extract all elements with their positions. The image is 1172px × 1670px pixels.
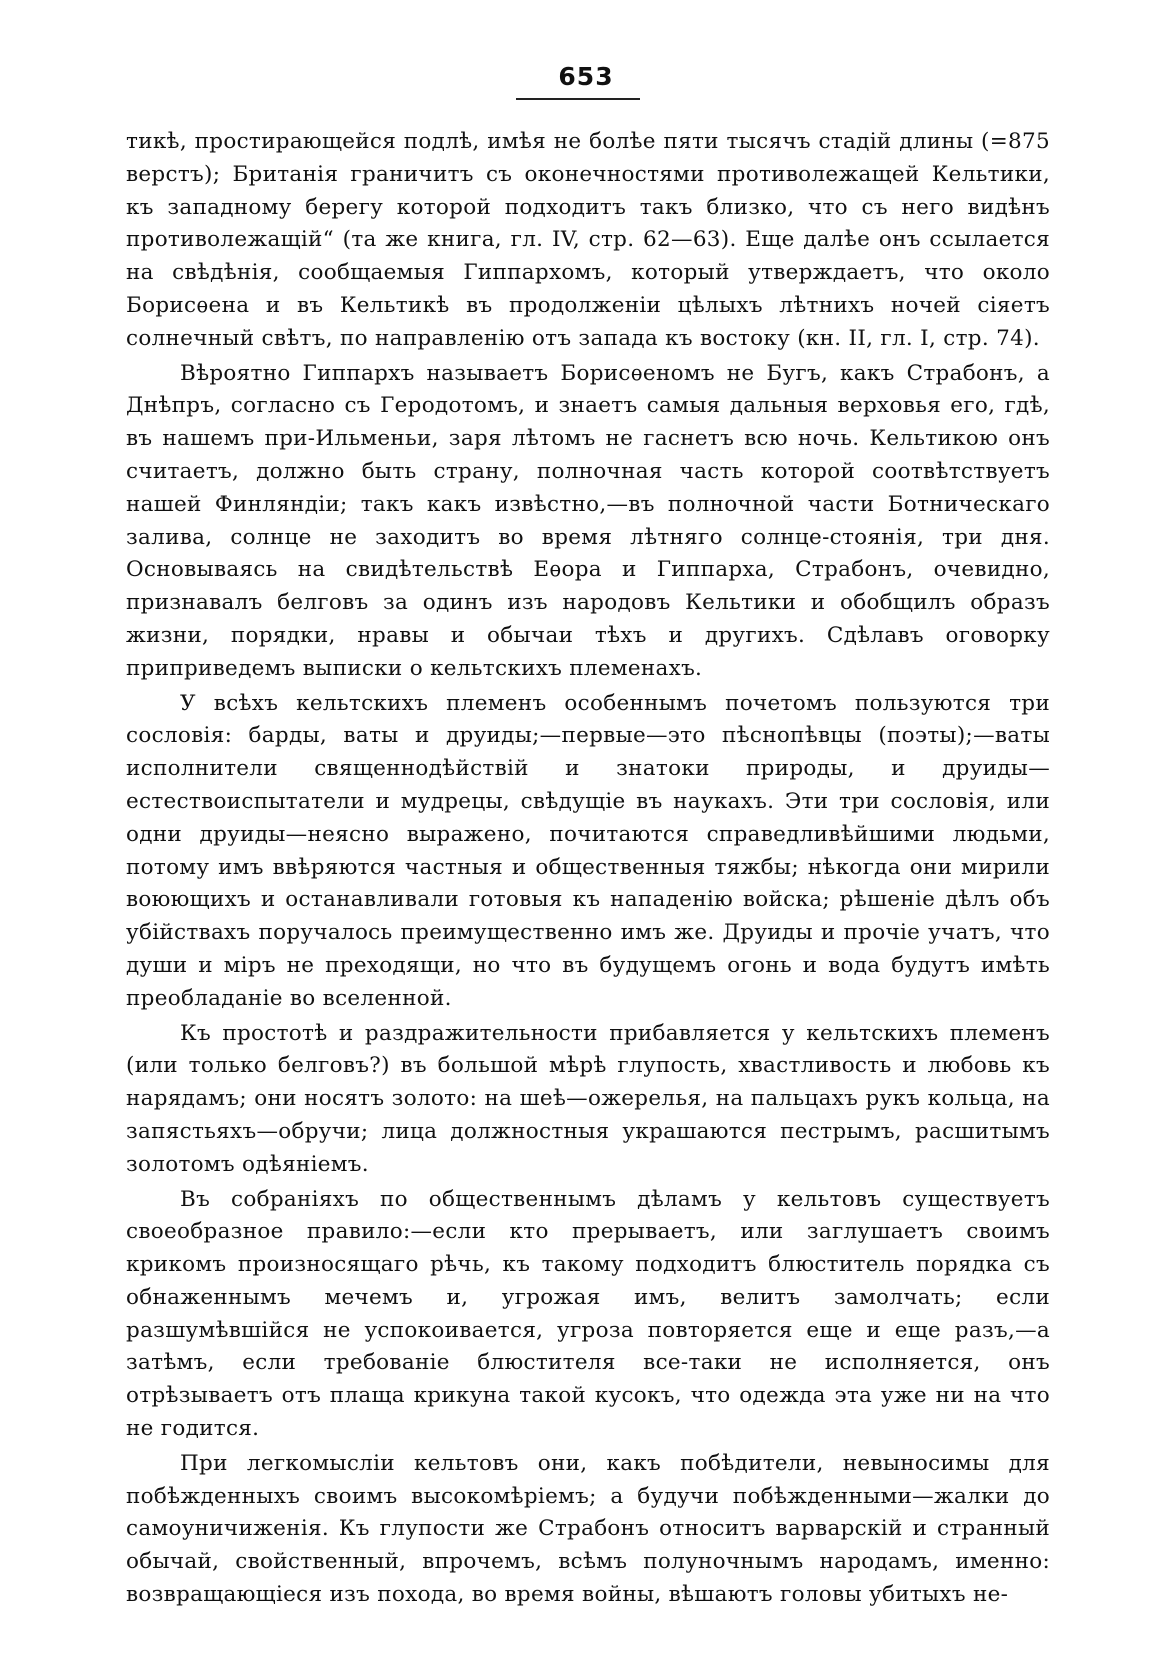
paragraph-2: Вѣроятно Гиппархъ называетъ Борисѳеномъ не Бугъ, какъ Страбонъ, а Днѣпръ, согласно съ Геродотомъ, и знаетъ самыя дальныя верховья его, гдѣ, въ нашемъ при-Ильменьи, заря лѣтомъ не гаснетъ всю ночь. Кельтикою онъ считаетъ, должно быть страну, полночная часть которой соотвѣтствуетъ нашей Финляндіи; такъ какъ извѣстно,—въ полночной части Ботническаго залива, солнце не заходитъ во время лѣтняго солнце-стоянія, три дня. Основываясь на свидѣтельствѣ Еѳора и Гиппарха, Страбонъ, очевидно, признавалъ белговъ за одинъ изъ народовъ Кельтики и обобщилъ образъ жизни, порядки, нравы и обычаи тѣхъ и другихъ. Сдѣлавъ оговорку приприведемъ выписки о кельтскихъ племенахъ. bbox=[126, 360, 1050, 681]
page-number: 653 bbox=[558, 62, 614, 91]
paragraph-1: тикѣ, простирающейся подлѣ, имѣя не болѣе пяти тысячъ стадій длины (=875 верстъ); Британія граничитъ съ оконечностями противолежащей Кельтики, къ западному берегу которой подходитъ такъ близко, что съ него видѣнъ противолежащій“ (та же книга, гл. IV, стр. 62—63). Еще далѣе онъ ссылается на свѣдѣнія, сообщаемыя Гиппархомъ, который утверждаетъ, что около Борисѳена и въ Кельтикѣ въ продолженіи цѣлыхъ лѣтнихъ ночей сіяетъ солнечный свѣтъ, по направленію отъ запада къ востоку (кн. II, гл. I, стр. 74). bbox=[126, 129, 1050, 351]
paragraph-4: Къ простотѣ и раздражительности прибавляется у кельтскихъ племенъ (или только белговъ?) въ большой мѣрѣ глупость, хвастливость и любовь къ нарядамъ; они носятъ золото: на шеѣ—ожерелья, на пальцахъ рукъ кольца, на запястьяхъ—обручи; лица должностныя украшаются пестрымъ, расшитымъ золотомъ одѣяніемъ. bbox=[126, 1020, 1050, 1177]
paragraph-5: Въ собраніяхъ по общественнымъ дѣламъ у кельтовъ существуетъ своеобразное правило:—если кто прерываетъ, или заглушаетъ своимъ крикомъ произносящаго рѣчь, къ такому подходитъ блюститель порядка съ обнаженнымъ мечемъ и, угрожая имъ, велитъ замолчать; если разшумѣвшійся не успокоивается, угроза повторяется еще и еще разъ,—а затѣмъ, если требованіе блюстителя все-таки не исполняется, онъ отрѣзываетъ отъ плаща крикуна такой кусокъ, что одежда эта уже ни на что не годится. bbox=[126, 1186, 1050, 1442]
paragraph-6: При легкомысліи кельтовъ они, какъ побѣдители, невыносимы для побѣжденныхъ своимъ высокомѣріемъ; а будучи побѣжденными—жалки до самоуничиженія. Къ глупости же Страбонъ относитъ варварскій и странный обычай, свойственный, впрочемъ, всѣмъ полуночнымъ народамъ, именно: возвращающіеся изъ похода, во время войны, вѣшаютъ головы убитыхъ не- bbox=[126, 1450, 1050, 1608]
page-number-rule bbox=[516, 98, 640, 100]
paragraph-3: У всѣхъ кельтскихъ племенъ особеннымъ почетомъ пользуются три сословія: барды, ваты и друиды;—первые—это пѣснопѣвцы (поэты);—ваты исполнители священнодѣйствій и знатоки природы, и друиды—естествоиспытатели и мудрецы, свѣдущіе въ наукахъ. Эти три сословія, или одни друиды—неясно выражено, почитаются справедливѣйшими людьми, потому имъ ввѣряются частныя и общественныя тяжбы; нѣкогда они мирили воюющихъ и останавливали готовыя къ нападенію войска; рѣшеніе дѣлъ объ убійствахъ поручалось преимущественно имъ же. Друиды и прочіе учатъ, что души и міръ не преходящи, но что въ будущемъ огонь и вода будутъ имѣть преобладаніе во вселенной. bbox=[126, 690, 1050, 1011]
page-body-text bbox=[126, 126, 1050, 1612]
